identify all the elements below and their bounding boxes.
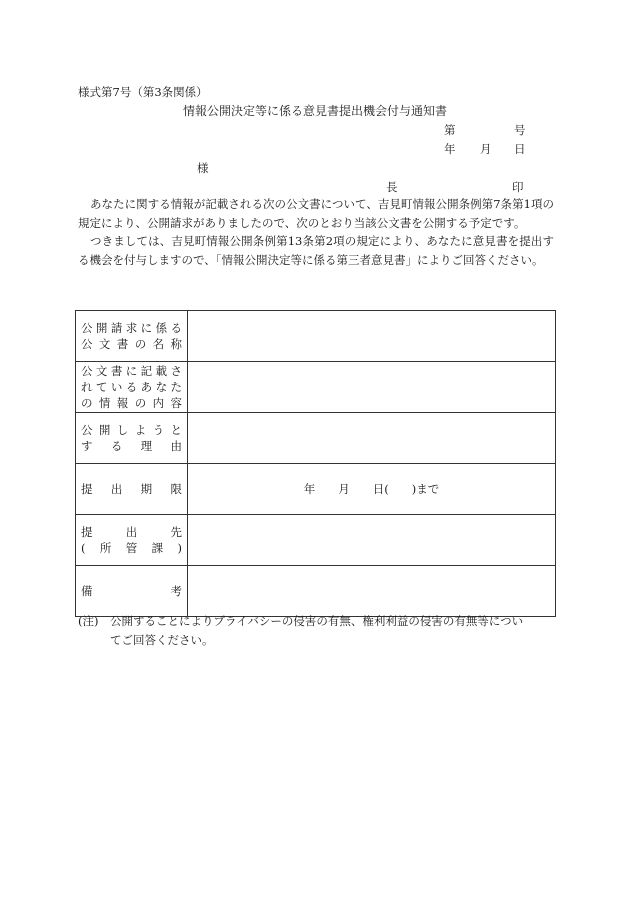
sender-cho: 長 [386,180,398,194]
table-row [76,566,556,617]
seal-in: 印 [512,180,524,194]
label-deadline: 提出期限 [76,464,188,515]
doc-number-go: 号 [514,123,526,137]
value-disclosure-reason [188,413,556,464]
table-row [76,464,556,515]
value-remarks [188,566,556,617]
doc-number-dai: 第 [444,123,456,137]
date-year: 年 [444,142,456,156]
table-row [76,311,556,362]
form-table [75,310,556,617]
date-month: 月 [480,142,492,156]
table-row [76,362,556,413]
paragraph-1: あなたに関する情報が記載される次の公文書について、吉見町情報公開条例第7条第1項の規定により、公開請求がありましたので、次のとおり当該公文書を公開する予定です。 [78,197,554,230]
form-number: 様式第7号（第3条関係） [78,85,208,99]
label-remarks: 備考 [76,566,188,617]
document-title: 情報公開決定等に係る意見書提出機会付与通知書 [183,104,448,118]
date-day: 日 [514,142,526,156]
label-info-content: 公文書に記載さ れているあなた の情報の内容 [76,362,188,413]
value-submit-to [188,515,556,566]
body-text [78,195,554,269]
value-deadline: 年 月 日( )まで [188,464,556,515]
footnote-line-1: (注) 公開することによりプライバシーの侵害の有無、権利利益の侵害の有無等につい [78,614,524,628]
value-info-content [188,362,556,413]
footnote [78,612,556,649]
label-disclosure-reason: 公開しようと する理由 [76,413,188,464]
table-row [76,515,556,566]
paragraph-2: つきましては、吉見町情報公開条例第13条第2項の規定により、あなたに意見書を提出する機会を付与しますので、「情報公開決定等に係る第三者意見書」によりご回答ください。 [78,234,554,267]
label-submit-to: 提出先 (所管課) [76,515,188,566]
label-document-name: 公開請求に係る 公文書の名称 [76,311,188,362]
table-row [76,413,556,464]
value-document-name [188,311,556,362]
addressee-sama: 様 [197,161,209,175]
footnote-line-2: てご回答ください。 [110,632,214,647]
